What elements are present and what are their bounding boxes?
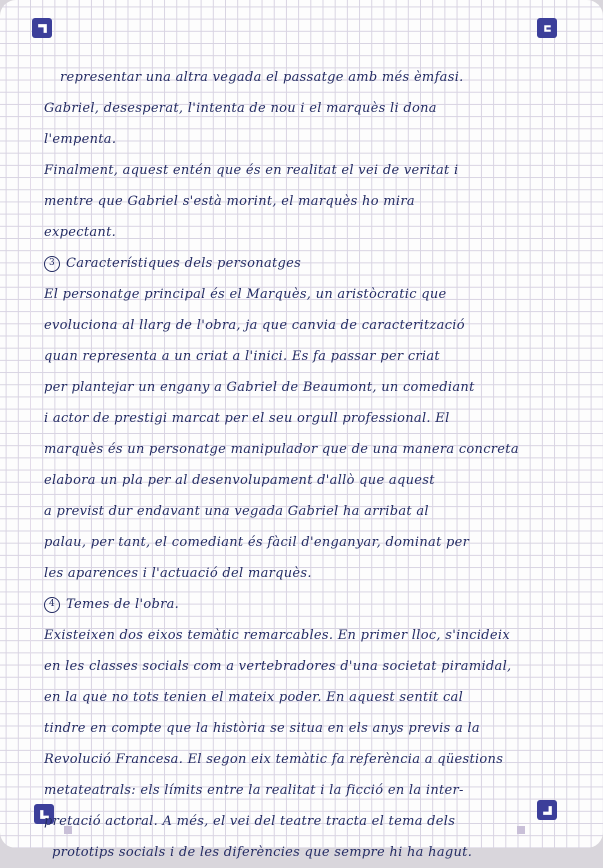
text-line: quan representa a un criat a l'inici. Es fa passar per criat (44, 349, 440, 364)
text-line: metateatrals: els límits entre la realitat i la ficció en la inter- (44, 783, 464, 798)
text-line: expectant. (44, 225, 117, 240)
text-line: en la que no tots tenien el mateix poder. En aquest sentit cal (44, 690, 464, 705)
text-line: i actor de prestigi marcat per el seu orgull professional. El (44, 411, 450, 426)
text-line: prototips socials i de les diferències que sempre hi ha hagut. (52, 845, 473, 860)
text-line: El personatge principal és el Marquès, un aristòcratic que (44, 287, 447, 302)
text-line: en les classes socials com a vertebradores d'una societat piramidal, (44, 659, 512, 674)
text-line: mentre que Gabriel s'està morint, el marquès ho mira (44, 194, 415, 209)
text-line: Finalment, aquest entén que és en realitat el vei de veritat i (44, 163, 459, 178)
margin-line (30, 40, 31, 808)
text-line: a previst dur endavant una vegada Gabriel ha arribat al (44, 504, 429, 519)
section-title: Temes de l'obra. (66, 597, 180, 612)
text-line: pretació actoral. A més, el vei del teatre tracta el tema dels (44, 814, 456, 829)
text-line: per plantejar un engany a Gabriel de Beaumont, un comediant (44, 380, 475, 395)
text-line: les aparences i l'actuació del marquès. (44, 566, 312, 581)
corner-mark-top-right-icon (537, 18, 557, 38)
text-line: marquès és un personatge manipulador que de una manera concreta (44, 442, 519, 457)
handwritten-text (44, 62, 566, 868)
text-line: Gabriel, desesperat, l'intenta de nou i el marquès li dona (44, 101, 437, 116)
text-line: palau, per tant, el comediant és fàcil d'enganyar, dominat per (44, 535, 470, 550)
text-line: Existeixen dos eixos temàtic remarcables. En primer lloc, s'incideix (44, 628, 511, 643)
section-heading-4 (44, 589, 566, 620)
section-heading-3 (44, 248, 566, 279)
section-number-circle: 3 (44, 256, 60, 272)
section-number-circle: 4 (44, 597, 60, 613)
text-line: tindre en compte que la història se situa en els anys previs a la (44, 721, 480, 736)
section-title: Característiques dels personatges (66, 256, 302, 271)
text-line: evoluciona al llarg de l'obra, ja que canvia de caracterització (44, 318, 465, 333)
text-line: representar una altra vegada el passatge amb més èmfasi. (60, 70, 464, 85)
corner-mark-top-left-icon (32, 18, 52, 38)
text-line: Revolució Francesa. El segon eix temàtic fa referència a qüestions (44, 752, 504, 767)
text-line: l'empenta. (44, 132, 117, 147)
text-line: elabora un pla per al desenvolupament d'allò que aquest (44, 473, 435, 488)
